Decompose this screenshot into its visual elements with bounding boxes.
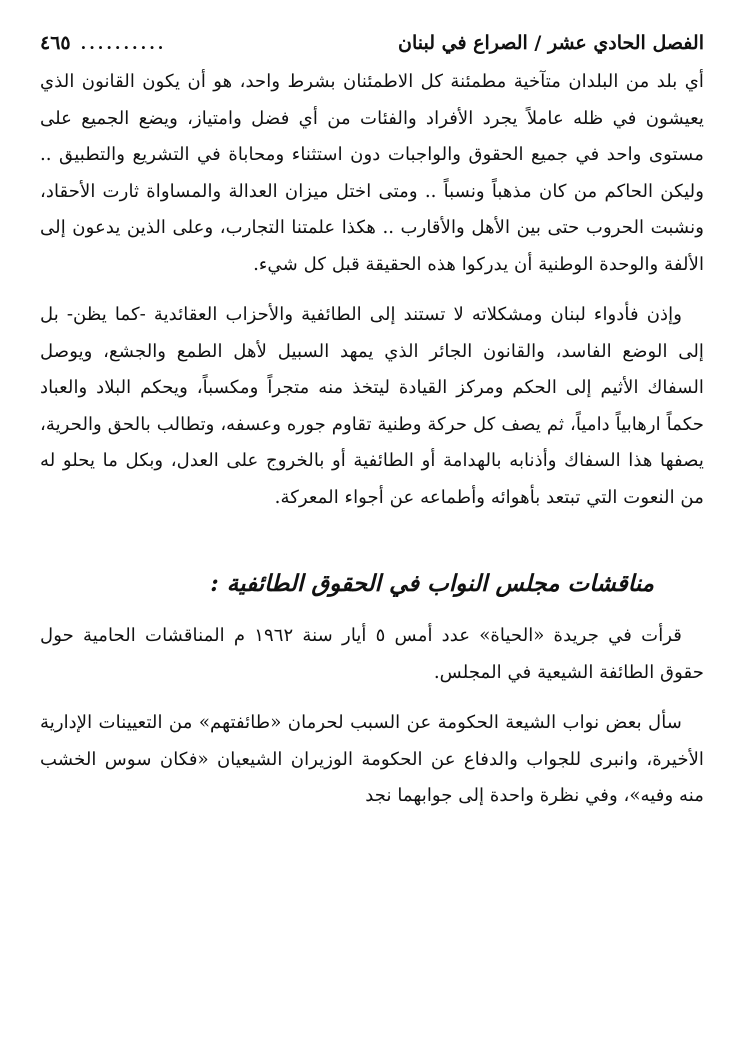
page-number: ٤٦٥ — [40, 32, 71, 54]
paragraph-1: أي بلد من البلدان متآخية مطمئنة كل الاطمئنان بشرط واحد، هو أن يكون القانون الذي يعيشون في ظله عاملاً يجرد الأفراد والفئات من أي فضل وامتياز، ويضع الجميع على مستوى واحد في جميع الحقوق والواجبات دون استثناء ومحاباة في التشريع والتطبيق .. وليكن الحاكم من كان مذهباً ونسباً .. ومتى اختل ميزان العدالة والمساواة ثارت الأحقاد، ونشبت الحروب حتى بين الأهل والأقارب .. هكذا علمتنا التجارب، وعلى الذين يدعون إلى الألفة والوحدة الوطنية أن يدركوا هذه الحقيقة قبل كل شيء. — [40, 71, 704, 275]
chapter-title: الفصل الحادي عشر / الصراع في لبنان — [398, 32, 704, 54]
paragraph-4: سأل بعض نواب الشيعة الحكومة عن السبب لحرمان «طائفتهم» من التعيينات الإدارية الأخيرة، وانبرى للجواب والدفاع عن الحكومة الوزيران الشيعيان «فكان سوس الخشب منه وفيه»، وفي نظرة واحدة إلى جوابهما نجد — [40, 712, 704, 806]
book-page — [40, 28, 704, 1033]
dot-leader: .......... — [80, 34, 167, 53]
section-heading: مناقشات مجلس النواب في الحقوق الطائفية : — [210, 570, 654, 597]
paragraph-2: وإذن فأدواء لبنان ومشكلاته لا تستند إلى الطائفية والأحزاب العقائدية -كما يظن- بل إلى الوضع الفاسد، والقانون الجائر الذي يمهد السبيل لأهل الطمع والجشع، ويوصل السفاك الأثيم إلى الحكم ومركز القيادة ليتخذ منه متجراً ومكسباً، ويحكم البلاد والعباد حكماً ارهابياً دامياً، ثم يصف كل حركة وطنية تقاوم جوره وعسفه، وتطالب بالحق والحرية، يصفها هذا السفاك وأذنابه بالهدامة أو الطائفية أو بالخروج على العدل، وبكل ما يحلو له من النعوت التي تبتعد بأهوائه وأطماعه عن أجواء المعركة. — [40, 304, 704, 508]
paragraph-3: قرأت في جريدة «الحياة» عدد أمس ٥ أيار سنة ١٩٦٢ م المناقشات الحامية حول حقوق الطائفة الشيعية في المجلس. — [40, 625, 704, 683]
running-header — [40, 28, 704, 64]
